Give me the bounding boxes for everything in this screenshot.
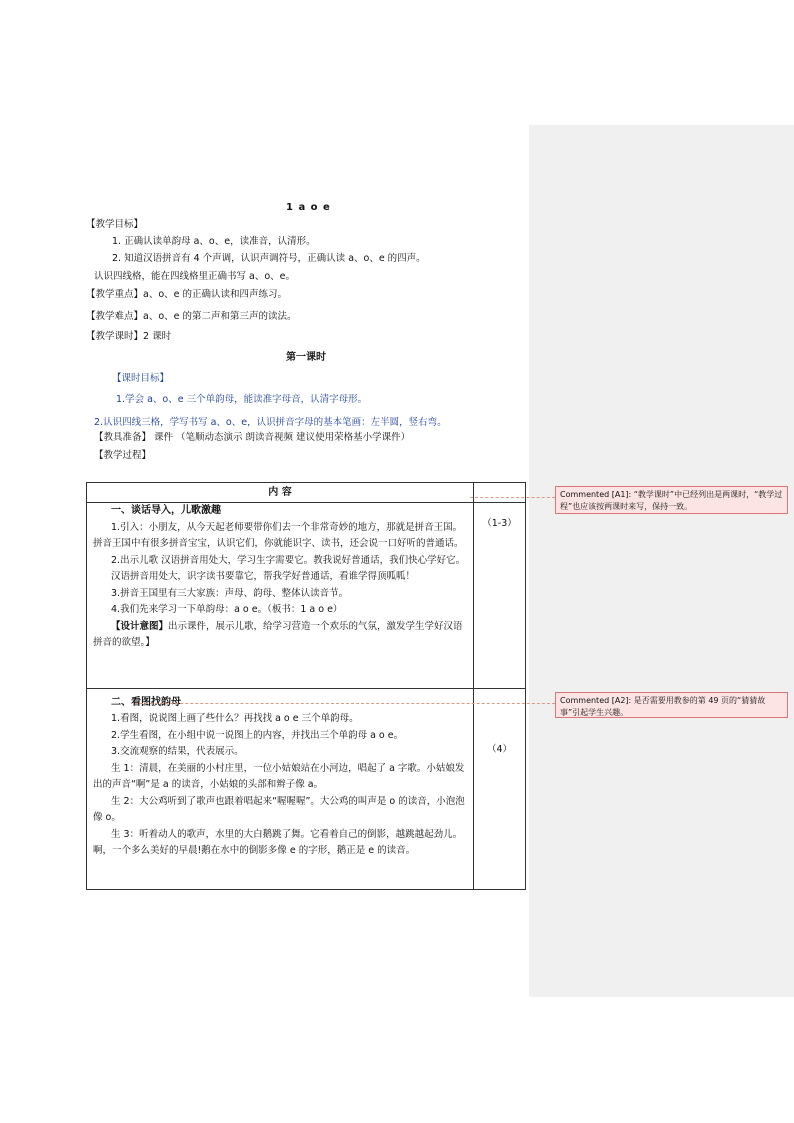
goal-line-2: 2. 知道汉语拼音有 4 个声调，认识声调符号，正确认读 a、o、e 的四声。 <box>112 253 426 264</box>
section-1-para: 汉语拼音用处大，识字读书要靠它，帮我学好普通话，看谁学得顶呱呱！ <box>111 571 416 582</box>
section-1-para: 1.引入：小朋友，从今天起老师要带你们去一个非常奇妙的地方，那就是拼音王国。拼音王国中有很多拼音宝宝，认识它们，你就能识字、读书，还会说一口好听的普通话。 <box>93 521 464 549</box>
section-2-cell <box>87 688 474 889</box>
design-intent <box>87 619 473 652</box>
comment-margin-pane <box>529 125 794 997</box>
lesson-table <box>86 482 526 890</box>
section-1-cell <box>87 503 474 689</box>
difficult-points: 【教学难点】a、o、e 的第二声和第三声的读法。 <box>86 311 297 322</box>
comment-balloon-2[interactable]: Commented [A2]: 是否需要用教参的第 49 页的“猜猜故事”引起学生兴趣。 <box>555 692 788 718</box>
goal-line-1: 1. 正确认读单韵母 a、o、e，读准音，认清形。 <box>112 236 316 247</box>
class-goal-1: 1.学会 a、o、e 三个单韵母，能读准字母音，认清字母形。 <box>116 394 368 405</box>
section-1-para: 4.我们先来学习一下单韵母：a o e。（板书：1 a o e） <box>111 604 343 615</box>
section-2-para: 2.学生看图，在小组中说一说图上的内容，并找出三个单韵母 a o e。 <box>111 729 404 741</box>
table-header-time <box>474 483 526 503</box>
class-goal-2: 2.认识四线三格，学写书写 a、o、e，认识拼音字母的基本笔画：左半圆，竖右弯。 <box>94 417 447 428</box>
teaching-aids: 【教具准备】 课件 （笔顺动态演示 朗读音视频 建议使用荣格基小学课件） <box>94 432 411 443</box>
design-intent-label: 【设计意图】 <box>111 620 169 632</box>
teaching-goals-label: 【教学目标】 <box>86 219 144 230</box>
section-1-title: 一、谈话导入，儿歌激趣 <box>111 505 221 516</box>
comment-1-connector <box>470 497 555 498</box>
class-goal-label: 【课时目标】 <box>112 373 170 384</box>
comment-2-connector <box>135 703 555 704</box>
teaching-process-label: 【教学过程】 <box>94 450 152 461</box>
section-2-para: 生 3：听着动人的歌声，水里的大白鹅跳了舞。它看着自己的倒影，越跳越起劲儿。啊，一个多么美好的早晨!鹅在水中的倒影多像 e 的字形，鹅正是 e 的读音。 <box>93 828 463 856</box>
section-2-para: 3.交流观察的结果，代表展示。 <box>111 746 244 757</box>
section-2-time: （4） <box>474 688 526 889</box>
section-2-title: 二、看图找韵母 <box>111 696 181 708</box>
section-1-para: 2.出示儿歌 汉语拼音用处大，学习生字需要它。教我说好普通话，我们快心学好它。 <box>111 554 466 566</box>
comment-balloon-1[interactable]: Commented [A1]: “教学课时”中已经列出是两课时，“教学过程”也应该按两课时来写，保持一致。 <box>555 486 788 514</box>
section-1-para: 3.拼音王国里有三大家族：声母、韵母、整体认读音节。 <box>111 587 349 599</box>
document-title: 1 a o e <box>286 202 331 213</box>
section-2-para: 1.看图，说说图上画了些什么？再找找 a o e 三个单韵母。 <box>111 713 359 724</box>
class-hours: 【教学课时】2 课时 <box>86 331 172 342</box>
section-1-time: （1-3） <box>474 503 526 689</box>
design-intent-text: 出示课件，展示儿歌，给学习营造一个欢乐的气氛，激发学生学好汉语拼音的欲望。】 <box>93 620 463 648</box>
key-points: 【教学重点】a、o、e 的正确认读和四声练习。 <box>86 289 287 300</box>
goal-line-2-cont: 认识四线格，能在四线格里正确书写 a、o、e。 <box>94 271 295 282</box>
lesson-heading: 第一课时 <box>286 352 326 363</box>
table-header-content: 内 容 <box>87 483 474 503</box>
section-2-para: 生 2：大公鸡听到了歌声也跟着唱起来“喔喔喔”。大公鸡的叫声是 o 的读音，小泡泡像 o。 <box>93 795 465 823</box>
section-2-para: 生 1：清晨，在美丽的小村庄里，一位小姑娘站在小河边，唱起了 a 字歌。小姑娘发出的声音“啊”是 a 的读音，小姑娘的头部和辫子像 a。 <box>93 762 465 790</box>
empty-gap <box>87 652 473 688</box>
